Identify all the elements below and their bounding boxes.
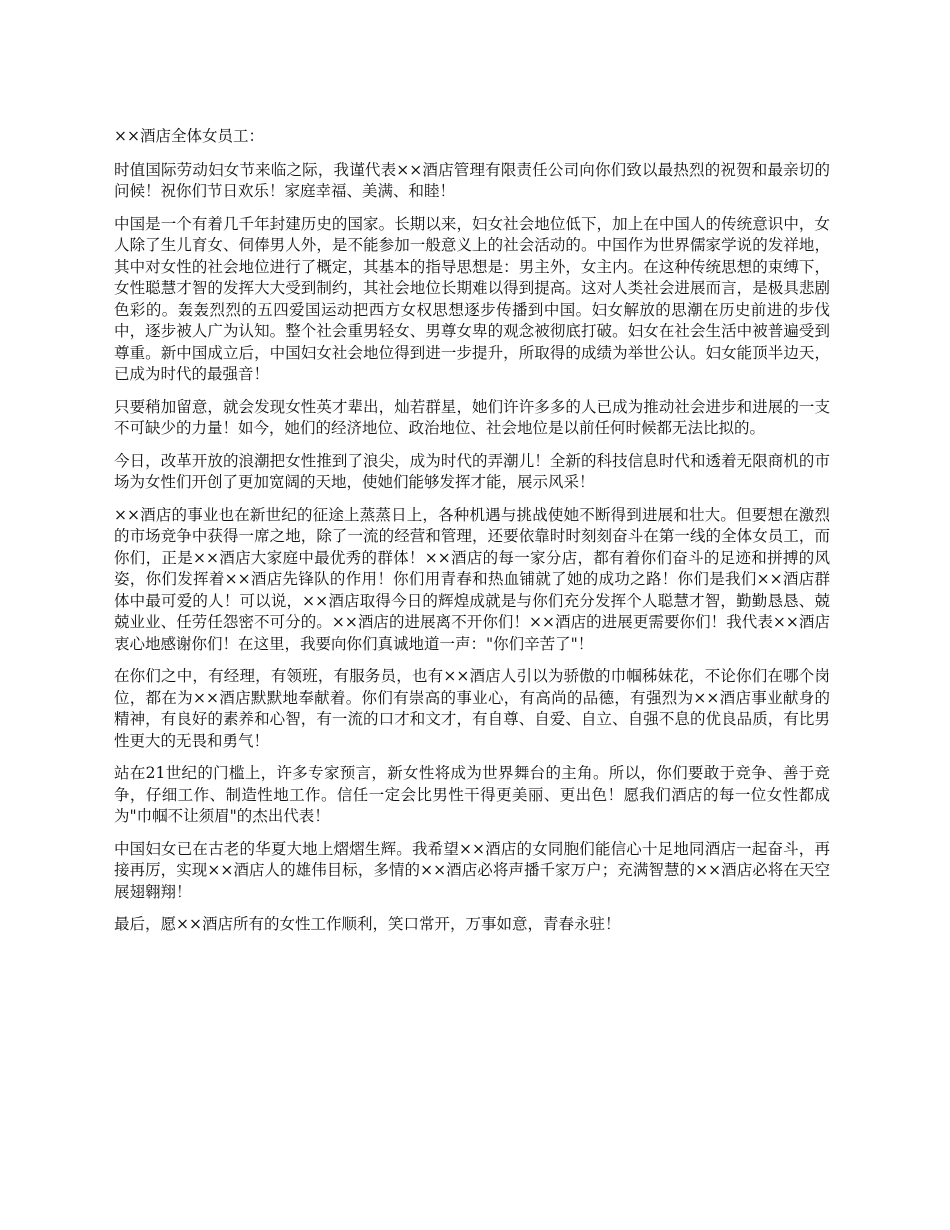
- paragraph-reform: 今日，改革开放的浪潮把女性推到了浪尖，成为时代的弄潮儿！全新的科技信息时代和透着无限商机的市场为女性们开创了更加宽阔的天地，使她们能够发挥才能，展示风采！: [114, 451, 830, 491]
- letter-body: [114, 126, 830, 947]
- paragraph-closing: 最后，愿××酒店所有的女性工作顺利，笑口常开，万事如意，青春永驻！: [114, 915, 621, 933]
- salutation: ××酒店全体女员工：: [114, 127, 264, 145]
- paragraph-chinese-women: 中国妇女已在古老的华夏大地上熠熠生辉。我希望××酒店的女同胞们能信心十足地同酒店一起奋斗，再接再厉，实现××酒店人的雄伟目标，多情的××酒店必将声播千家万户；充满智慧的××酒店必将在天空展翅翱翔！: [114, 839, 830, 901]
- paragraph-21st-century: 站在21世纪的门槛上，许多专家预言，新女性将成为世界舞台的主角。所以，你们要敢于竞争、善于竞争，仔细工作、制造性地工作。信任一定会比男性干得更美丽、更出色！愿我们酒店的每一位女性都成为"巾帼不让须眉"的杰出代表！: [114, 764, 830, 825]
- paragraph-history: 中国是一个有着几千年封建历史的国家。长期以来，妇女社会地位低下，加上在中国人的传统意识中，女人除了生儿育女、伺俸男人外，是不能参加一般意义上的社会活动的。中国作为世界儒家学说的发祥地，其中对女性的社会地位进行了概定，其基本的指导思想是：男主外，女主内。在这种传统思想的束缚下，女性聪慧才智的发挥大大受到制约，其社会地位长期难以得到提高。这对人类社会进展而言，是极具悲剧色彩的。轰轰烈烈的五四爱国运动把西方女权思想逐步传播到中国。妇女解放的思潮在历史前进的步伐中，逐步被人广为认知。整个社会重男轻女、男尊女卑的观念被彻底打破。妇女在社会生活中被普遍受到尊重。新中国成立后，中国妇女社会地位得到进一步提升，所取得的成绩为举世公认。妇女能顶半边天，已成为时代的最强音！: [114, 214, 830, 383]
- paragraph-among-you: 在你们之中，有经理，有领班，有服务员，也有××酒店人引以为骄傲的巾帼秭妹花，不论你们在哪个岗位，都在为××酒店默默地奉献着。你们有崇高的事业心，有高尚的品德，有强烈为××酒店事业献身的精神，有良好的素养和心智，有一流的口才和文才，有自尊、自爱、自立、自强不息的优良品质，有比男性更大的无畏和勇气！: [114, 667, 830, 750]
- paragraph-hotel-cause: ××酒店的事业也在新世纪的征途上蒸蒸日上，各种机遇与挑战使她不断得到进展和壮大。但要想在激烈的市场竞争中获得一席之地，除了一流的经营和管理，还要依靠时时刻刻奋斗在第一线的全体女员工，而你们，正是××酒店大家庭中最优秀的群体！××酒店的每一家分店，都有着你们奋斗的足迹和拼搏的风姿，你们发挥着××酒店先锋队的作用！你们用青春和热血铺就了她的成功之路！你们是我们××酒店群体中最可爱的人！可以说，××酒店取得今日的辉煌成就是与你们充分发挥个人聪慧才智，勤勤恳恳、兢兢业业、任劳任怨密不可分的。××酒店的进展离不开你们！××酒店的进展更需要你们！我代表××酒店衷心地感谢你们！在这里，我要向你们真诚地道一声："你们辛苦了"！: [114, 505, 830, 653]
- paragraph-talent: 只要稍加留意，就会发现女性英才辈出，灿若群星，她们许许多多的人已成为推动社会进步和进展的一支不可缺少的力量！如今，她们的经济地位、政治地位、社会地位是以前任何时候都无法比拟的。: [114, 397, 830, 437]
- paragraph-greeting: 时值国际劳动妇女节来临之际，我谨代表××酒店管理有限责任公司向你们致以最热烈的祝贺和最亲切的问候！祝你们节日欢乐！家庭幸福、美满、和睦！: [114, 160, 830, 200]
